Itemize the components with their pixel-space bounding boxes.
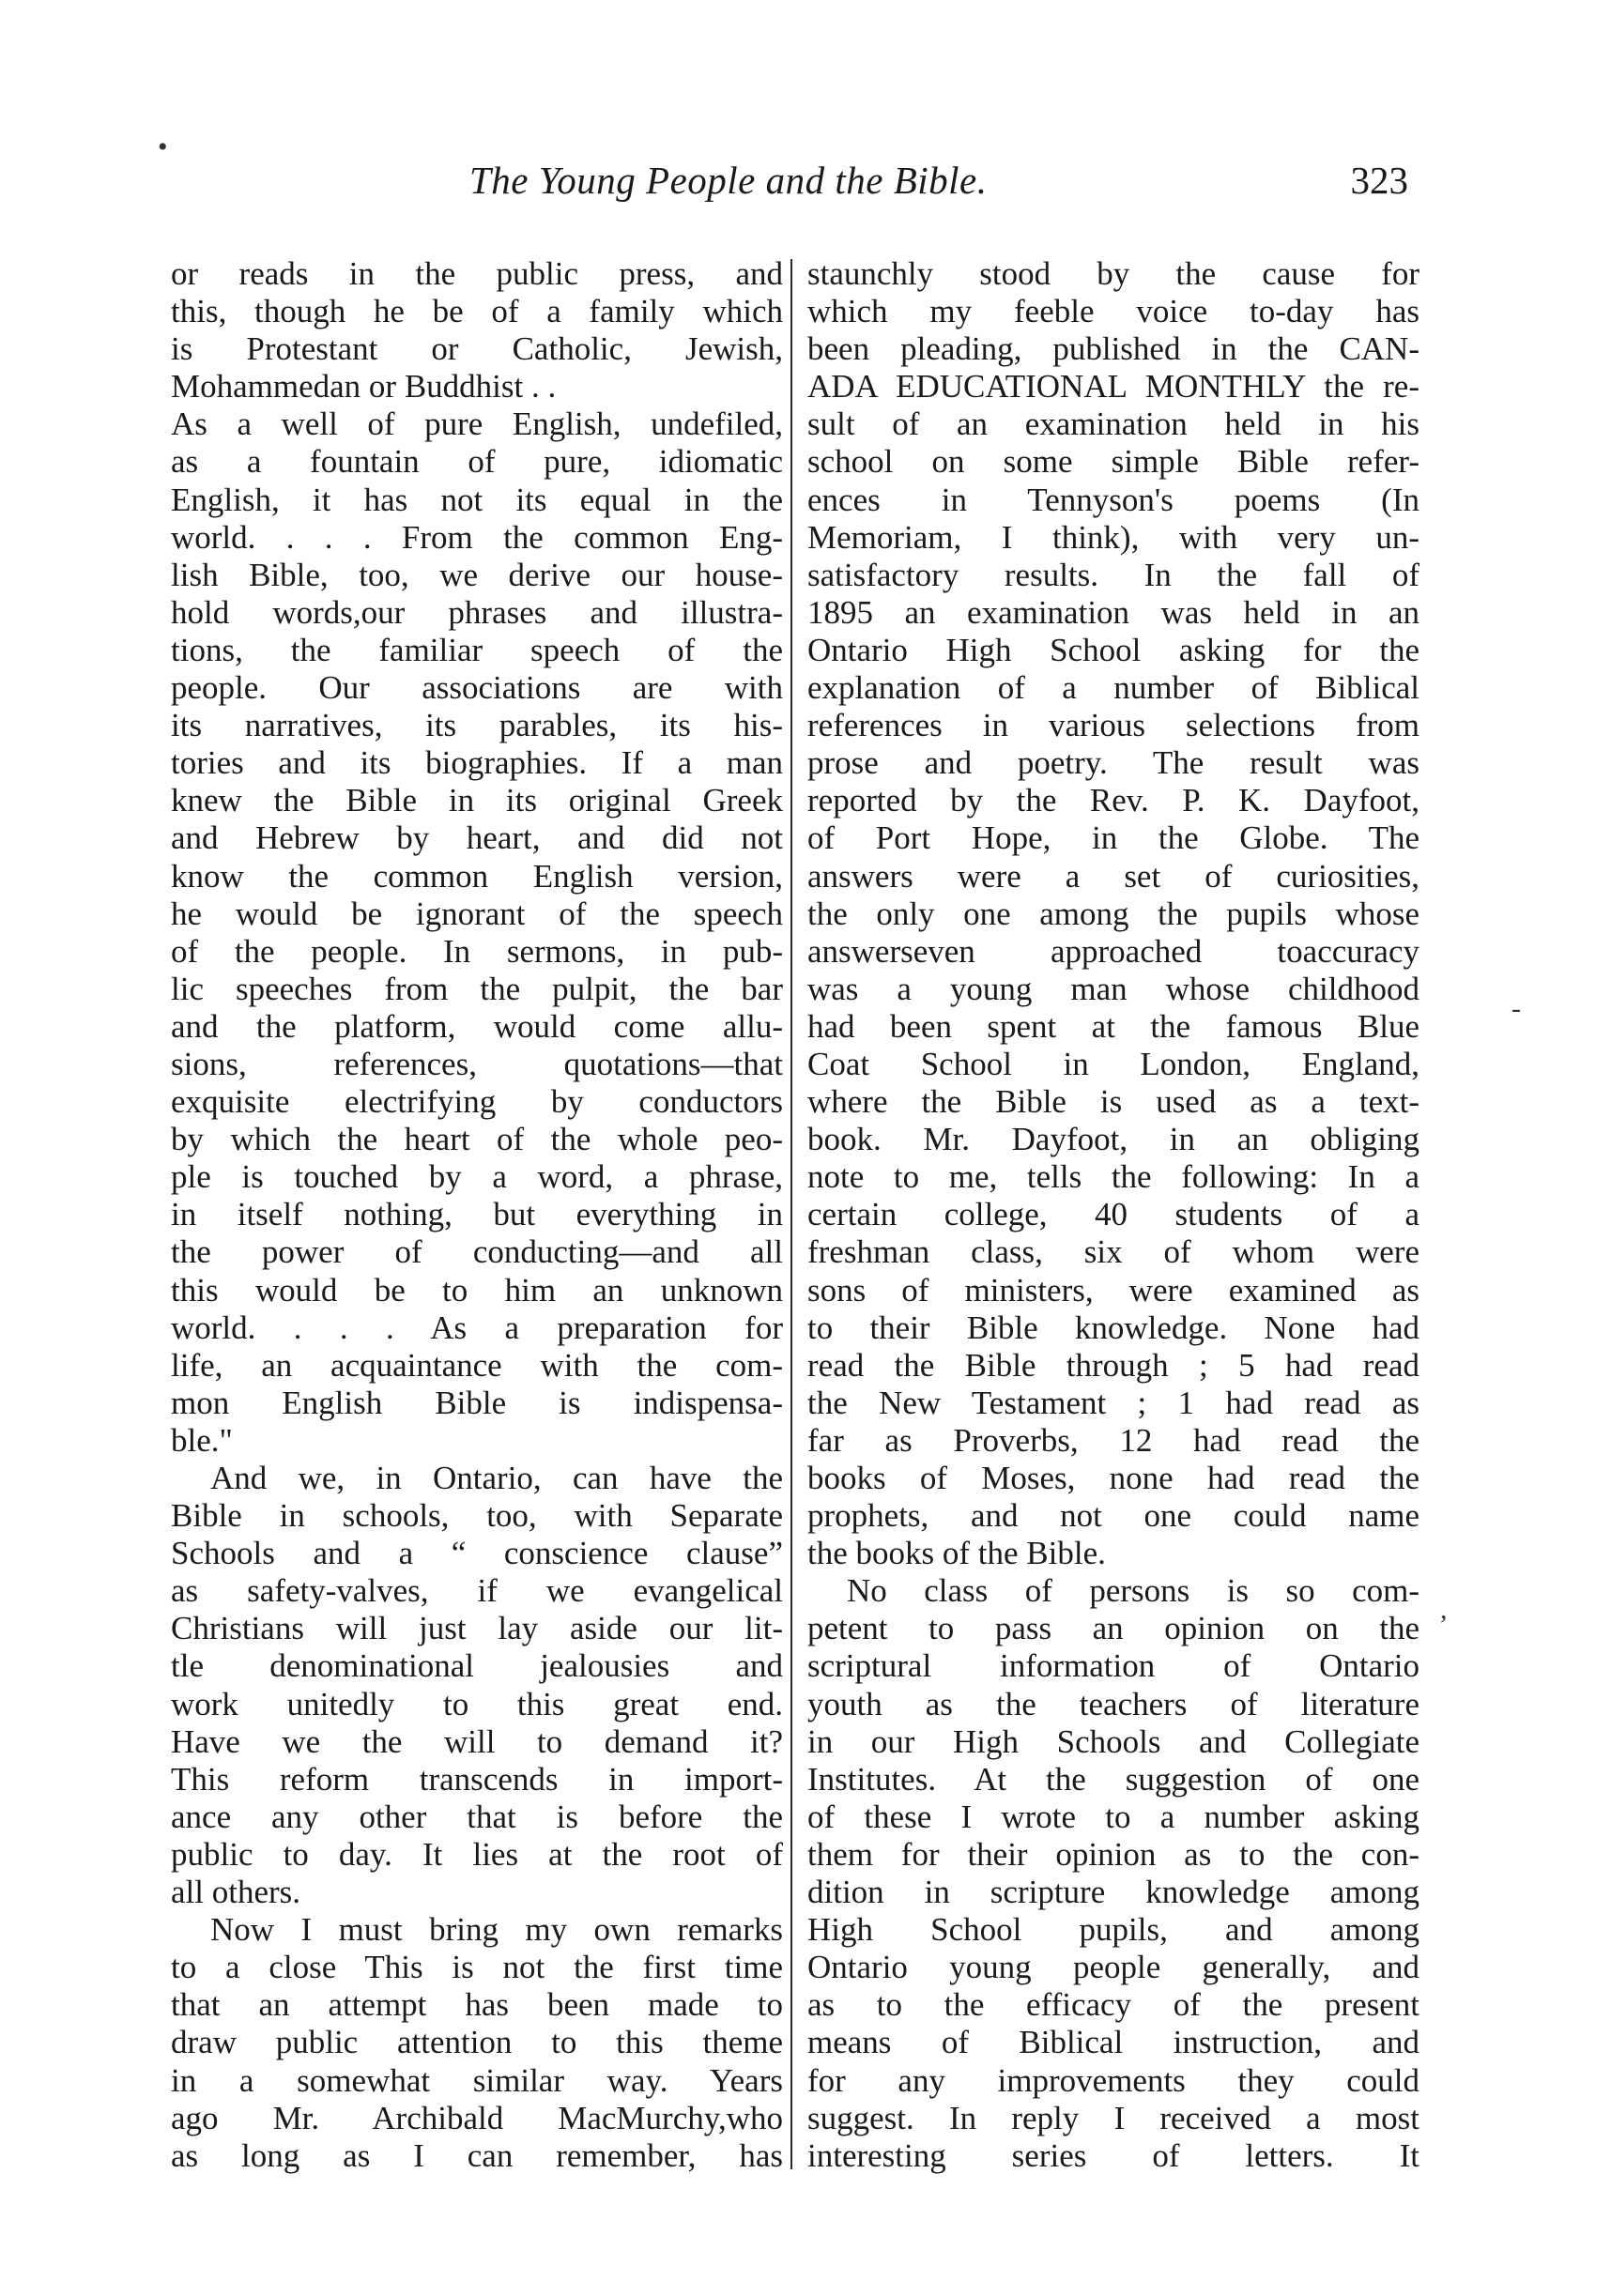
text-line: Bible in schools, too, with Separate [171,1497,783,1535]
text-line: Have we the will to demand it? [171,1722,783,1760]
text-line: of these I wrote to a number asking [807,1798,1419,1835]
text-line: Christians will just lay aside our lit- [171,1610,783,1647]
text-line: Now I must bring my own remarks [210,1911,783,1949]
text-line: as a fountain of pure, idiomatic [171,443,783,481]
text-line: knew the Bible in its original Greek [171,782,783,819]
text-line: which my feeble voice to-day has [807,293,1419,330]
text-line: answerseven approached toaccuracy [807,932,1419,970]
text-line: by which the heart of the whole peo- [171,1121,783,1158]
text-line: of the people. In sermons, in pub- [171,932,783,970]
text-line: book. Mr. Dayfoot, in an obliging [807,1121,1419,1158]
text-line: High School pupils, and among [807,1911,1419,1949]
text-line: prose and poetry. The result was [807,744,1419,782]
text-line: them for their opinion as to the con- [807,1835,1419,1873]
text-line: staunchly stood by the cause for [807,255,1419,292]
text-line: this, though he be of a family which [171,293,783,330]
text-line: the New Testament ; 1 had read as [807,1384,1419,1421]
text-line: had been spent at the famous Blue [807,1007,1419,1045]
text-line: as to the efficacy of the present [807,1986,1419,2024]
text-line: This reform transcends in import- [171,1760,783,1798]
text-line: hold words,our phrases and illustra- [171,593,783,631]
left-text-column [171,255,783,2175]
text-line: certain college, 40 students of a [807,1196,1419,1233]
text-line: Ontario young people generally, and [807,1949,1419,1986]
text-line: where the Bible is used as a text- [807,1083,1419,1121]
text-line: world. . . . As a preparation for [171,1309,783,1346]
text-line: petent to pass an opinion on the [807,1610,1419,1647]
text-line: tle denominational jealousies and [171,1647,783,1685]
text-line: Schools and a “ conscience clause” [171,1535,783,1572]
text-line: interesting series of letters. It [807,2136,1419,2174]
text-line: No class of persons is so com- [847,1572,1419,1610]
text-line: Mohammedan or Buddhist . . [171,368,557,406]
text-line: sult of an examination held in his [807,406,1419,443]
text-line: sons of ministers, were examined as [807,1271,1419,1309]
text-line: ple is touched by a word, a phrase, [171,1158,783,1196]
text-line: people. Our associations are with [171,669,783,707]
text-line: answers were a set of curiosities, [807,857,1419,895]
text-line: this would be to him an unknown [171,1271,783,1309]
text-line: of Port Hope, in the Globe. The [807,819,1419,857]
text-line: was a young man whose childhood [807,970,1419,1007]
text-line: exquisite electrifying by conductors [171,1083,783,1121]
text-line: scriptural information of Ontario [807,1647,1419,1685]
text-line: work unitedly to this great end. [171,1685,783,1722]
text-line: far as Proverbs, 12 had read the [807,1421,1419,1459]
text-line: reported by the Rev. P. K. Dayfoot, [807,782,1419,819]
text-line: references in various selections from [807,707,1419,744]
running-title: The Young People and the Bible. [469,159,988,202]
text-line: suggest. In reply I received a most [807,2099,1419,2136]
margin-tick-mark: , [1440,1594,1448,1625]
text-line: in our High Schools and Collegiate [807,1722,1419,1760]
text-line: the only one among the pupils whose [807,895,1419,932]
text-line: that an attempt has been made to [171,1986,783,2024]
text-line: he would be ignorant of the speech [171,895,783,932]
text-line: means of Biblical instruction, and [807,2024,1419,2061]
text-line: youth as the teachers of literature [807,1685,1419,1722]
text-line: in a somewhat similar way. Years [171,2061,783,2099]
text-line: freshman class, six of whom were [807,1233,1419,1271]
scan-speck: - [1511,993,1521,1024]
right-text-column [807,255,1419,2175]
page-header [169,158,1427,214]
text-line: note to me, tells the following: In a [807,1158,1419,1196]
text-line: ance any other that is before the [171,1798,783,1835]
text-line: the power of conducting—and all [171,1233,783,1271]
text-line: Institutes. At the suggestion of one [807,1760,1419,1798]
text-line: ago Mr. Archibald MacMurchy,who [171,2099,783,2136]
text-line: been pleading, published in the CAN- [807,330,1419,368]
scan-speck: • [158,131,168,162]
text-line: the books of the Bible. [807,1535,1106,1572]
text-line: is Protestant or Catholic, Jewish, [171,330,783,368]
text-line: satisfactory results. In the fall of [807,556,1419,593]
text-line: ences in Tennyson's poems (In [807,481,1419,518]
text-line: or reads in the public press, and [171,255,783,292]
text-line: books of Moses, none had read the [807,1460,1419,1496]
text-line: and Hebrew by heart, and did not [171,819,783,857]
text-line: Coat School in London, England, [807,1045,1419,1082]
text-line: And we, in Ontario, can have the [210,1460,783,1496]
text-line: in itself nothing, but everything in [171,1196,783,1233]
text-line: mon English Bible is indispensa- [171,1384,783,1421]
page-number: 323 [1350,159,1408,202]
text-line: tories and its biographies. If a man [171,744,783,782]
text-line: As a well of pure English, undefiled, [171,406,783,443]
text-line: sions, references, quotations—that [171,1045,783,1082]
text-line: its narratives, its parables, its his- [171,707,783,744]
text-line: know the common English version, [171,857,783,895]
text-line: prophets, and not one could name [807,1497,1419,1535]
text-line: 1895 an examination was held in an [807,593,1419,631]
text-line: school on some simple Bible refer- [807,443,1419,481]
text-line: tions, the familiar speech of the [171,631,783,668]
text-line: to a close This is not the first time [171,1949,783,1986]
text-line: explanation of a number of Biblical [807,669,1419,707]
text-line: dition in scripture knowledge among [807,1874,1419,1911]
text-line: public to day. It lies at the root of [171,1835,783,1873]
text-line: lish Bible, too, we derive our house- [171,556,783,593]
text-line: ADA EDUCATIONAL MONTHLY the re- [807,368,1419,406]
text-line: Memoriam, I think), with very un- [807,518,1419,556]
column-divider-rule [790,259,792,2169]
text-line: as safety-valves, if we evangelical [171,1572,783,1610]
text-line: draw public attention to this theme [171,2024,783,2061]
text-line: ble." [171,1421,233,1459]
text-line: lic speeches from the pulpit, the bar [171,970,783,1007]
text-line: and the platform, would come allu- [171,1007,783,1045]
text-line: as long as I can remember, has [171,2136,783,2174]
text-line: read the Bible through ; 5 had read [807,1346,1419,1384]
text-line: English, it has not its equal in the [171,481,783,518]
text-line: world. . . . From the common Eng- [171,518,783,556]
text-line: all others. [171,1874,301,1911]
text-line: for any improvements they could [807,2061,1419,2099]
text-line: Ontario High School asking for the [807,631,1419,668]
text-line: to their Bible knowledge. None had [807,1309,1419,1346]
text-line: life, an acquaintance with the com- [171,1346,783,1384]
